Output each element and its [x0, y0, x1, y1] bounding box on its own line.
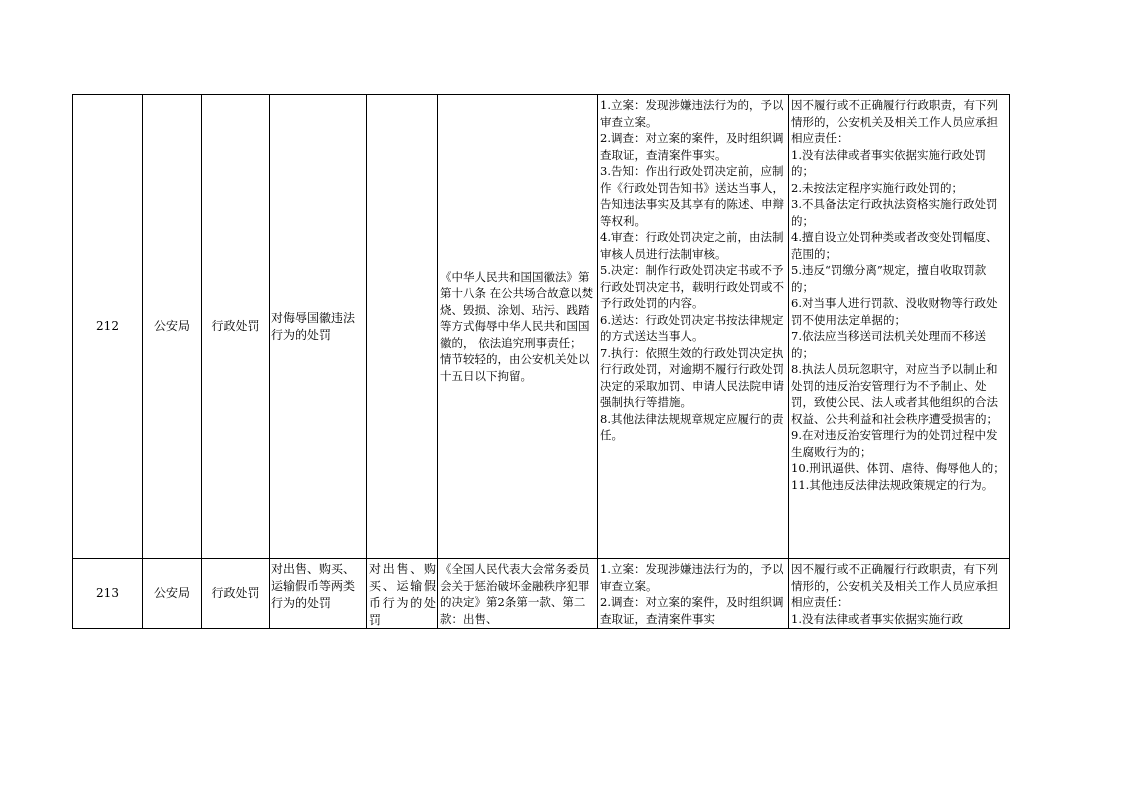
row212-sub-item	[367, 95, 437, 558]
responsibility-item: 因不履行或不正确履行行政职责，有下列情形的，公安机关及相关工作人员应承担相应责任：	[791, 562, 998, 609]
item-name-text: 对侮辱国徽违法行为的处罚	[271, 310, 356, 342]
legal-basis-text: 《中华人民共和国国徽法》第第十八条 在公共场合故意以焚烧、毁损、涂划、玷污、践踏等方式侮辱中华人民共和国国徽的， 依法追究刑事责任； 情节较轻的，由公安机关处以十五日以下拘留。	[440, 269, 594, 383]
procedure-item: 2.调查：对立案的案件，及时组织调查取证，查清案件事实	[600, 595, 784, 626]
row212-legal-basis	[440, 95, 596, 558]
category-text: 行政处罚	[211, 586, 260, 601]
procedure-item: 5.决定：制作行政处罚决定书或不予行政处罚决定书，载明行政处罚或不予行政处罚的内容。	[600, 263, 784, 310]
category-text: 行政处罚	[211, 319, 260, 334]
row213-department	[143, 559, 201, 628]
row213-sub-item	[369, 561, 436, 628]
procedure-list	[600, 561, 787, 627]
row-number-text: 213	[96, 586, 119, 601]
procedure-item: 8.其他法律法规规章规定应履行的责任。	[600, 411, 784, 442]
responsibility-item: 9.在对违反治安管理行为的处罚过程中发生腐败行为的；	[791, 428, 998, 459]
legal-basis-text: 《全国人民代表大会常务委员会关于惩治破坏金融秩序犯罪的决定》第2条第一款、第二款：出售、	[440, 562, 590, 626]
row213-procedures	[600, 561, 787, 628]
row212-responsibilities	[791, 97, 1008, 558]
responsibility-item: 11.其他违反法律法规政策规定的行为。	[791, 477, 994, 492]
row212-item-name	[271, 95, 365, 558]
col-line	[597, 94, 598, 629]
procedure-list	[600, 97, 787, 444]
responsibility-item: 2.未按法定程序实施行政处罚的；	[791, 180, 963, 195]
department-text: 公安局	[153, 586, 190, 601]
row-number-text: 212	[96, 319, 119, 334]
department-text: 公安局	[153, 319, 190, 334]
responsibility-item: 1.没有法律或者事实依据实施行政处罚的；	[791, 147, 986, 178]
procedure-item: 3.告知：作出行政处罚决定前，应制作《行政处罚告知书》送达当事人，告知违法事实及其享有的陈述、申辩等权利。	[600, 164, 784, 228]
procedure-item: 2.调查：对立案的案件，及时组织调查取证，查清案件事实。	[600, 131, 784, 162]
item-name-text: 对出售、购买、运输假币等两类行为的处罚	[271, 562, 356, 610]
procedure-item: 4.审查：行政处罚决定之前，由法制审核人员进行法制审核。	[600, 230, 784, 261]
row213-responsibilities	[791, 561, 1008, 628]
procedure-item: 6.送达：行政处罚决定书按法律规定的方式送达当事人。	[600, 312, 784, 343]
table-border-bottom	[72, 628, 1010, 629]
responsibility-item: 8.执法人员玩忽职守，对应当予以制止和处罚的违反治安管理行为不予制止、处罚，致使公民、法人或者其他组织的合法权益、公共利益和社会秩序遭受损害的；	[791, 362, 998, 426]
row212-number	[73, 95, 142, 558]
procedure-item: 1.立案：发现涉嫌违法行为的，予以审查立案。	[600, 562, 784, 593]
procedure-item: 7.执行：依照生效的行政处罚决定执行行政处罚，对逾期不履行行政处罚决定的采取加罚、申请人民法院申请强制执行等措施。	[600, 345, 784, 409]
responsibility-item: 10.刑讯逼供、体罚、虐待、侮辱他人的；	[791, 461, 1005, 475]
responsibility-item: 因不履行或不正确履行行政职责，有下列情形的，公安机关及相关工作人员应承担相应责任：	[791, 98, 998, 145]
col-line	[1009, 94, 1010, 629]
sub-item-text: 对出售、购买、运输假币行为的处罚	[369, 562, 436, 627]
responsibility-item: 7.依法应当移送司法机关处理而不移送的；	[791, 329, 986, 360]
row212-procedures	[600, 97, 787, 558]
row213-number	[73, 559, 142, 628]
responsibility-item: 1.没有法律或者事实依据实施行政	[791, 611, 963, 626]
row212-category	[202, 95, 269, 558]
responsibility-item: 5.违反“罚缴分离”规定，擅自收取罚款的；	[791, 263, 987, 294]
responsibility-item: 6.对当事人进行罚款、没收财物等行政处罚不使用法定单据的；	[791, 296, 998, 327]
responsibility-list	[791, 97, 1008, 493]
col-line	[269, 94, 270, 629]
row213-item-name	[271, 561, 365, 628]
col-line	[788, 94, 789, 629]
col-line	[437, 94, 438, 629]
responsibility-item: 3.不具备法定行政执法资格实施行政处罚的；	[791, 197, 998, 228]
responsibility-item: 4.擅自设立处罚种类或者改变处罚幅度、范围的；	[791, 230, 998, 261]
row213-category	[202, 559, 269, 628]
row213-legal-basis	[440, 561, 596, 628]
row212-department	[143, 95, 201, 558]
procedure-item: 1.立案：发现涉嫌违法行为的，予以审查立案。	[600, 98, 784, 129]
responsibility-list	[791, 561, 1008, 627]
